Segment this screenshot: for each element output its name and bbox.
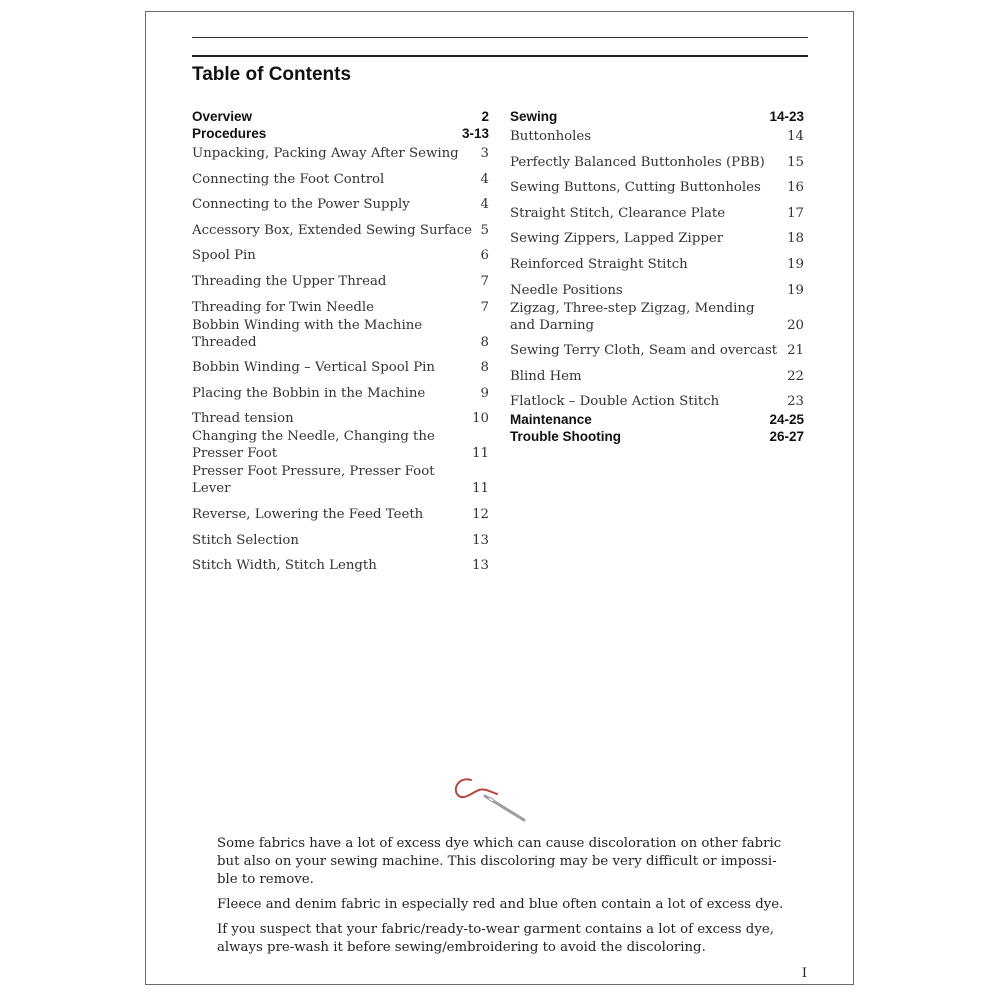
toc-page-number: 9 [480, 385, 489, 401]
toc-entry-label: Unpacking, Packing Away After Sewing [192, 146, 459, 161]
toc-page-number: 7 [480, 273, 489, 289]
toc-entry-label: Maintenance [510, 412, 592, 428]
toc-left-column [192, 108, 489, 575]
toc-entry-label: Straight Stitch, Clearance Plate [510, 205, 726, 221]
toc-entry [192, 377, 489, 403]
toc-entry [510, 172, 804, 198]
toc-entry [510, 248, 804, 274]
toc-entry-label: Blind Hem [510, 368, 582, 384]
toc-entry-label: Threading for Twin Needle [192, 299, 374, 315]
toc-page-number: 6 [480, 248, 489, 264]
toc-page-number: 4 [480, 171, 489, 187]
toc-entry-label: Accessory Box, Extended Sewing Surface [192, 222, 473, 238]
toc-page-number: 19 [787, 282, 804, 298]
toc-page-number: 5 [480, 222, 489, 238]
toc-entry-label: Presser Foot Pressure, Presser Foot Lever [192, 464, 435, 497]
toc-page-number: 15 [787, 154, 804, 170]
toc-entry-label: Reinforced Straight Stitch [510, 256, 688, 272]
toc-page-number: 3 [480, 146, 489, 161]
toc-entry [510, 386, 804, 412]
toc-page-number: 19 [787, 256, 804, 272]
toc-page-number: 23 [787, 394, 804, 410]
toc-section-heading [510, 411, 804, 428]
toc-entry [192, 524, 489, 550]
toc-right-column [510, 108, 804, 445]
toc-entry [510, 360, 804, 386]
toc-entry-label: Connecting the Foot Control [192, 171, 385, 187]
toc-entry-label: Stitch Width, Stitch Length [192, 558, 377, 574]
toc-entry-label: Buttonholes [510, 129, 592, 144]
toc-entry [510, 223, 804, 249]
toc-entry-label: Threading the Upper Thread [192, 273, 387, 289]
toc-page-number: 22 [787, 368, 804, 384]
toc-entry-label: Perfectly Balanced Buttonholes (PBB) [510, 154, 765, 170]
toc-page-number: 2 [481, 109, 489, 124]
toc-page-number: 13 [472, 558, 489, 574]
toc-entry [510, 146, 804, 172]
toc-entry [192, 550, 489, 576]
toc-section-heading [510, 108, 804, 125]
toc-page-number: 10 [472, 411, 489, 427]
toc-section-heading [192, 108, 489, 125]
note-paragraph-2: Fleece and denim fabric in especially red and blue often contain a lot of excess dye. [217, 897, 784, 912]
toc-entry-label: Bobbin Winding with the Machine Threaded [192, 317, 423, 350]
toc-entry [510, 335, 804, 361]
toc-entry [192, 189, 489, 215]
toc-entry [192, 291, 489, 317]
toc-page-number: 16 [787, 180, 804, 196]
toc-section-heading [192, 125, 489, 142]
toc-page-number: 4 [480, 197, 489, 213]
toc-entry [510, 197, 804, 223]
toc-entry-label: Sewing Zippers, Lapped Zipper [510, 231, 724, 247]
note-paragraph-1: Some fabrics have a lot of excess dye which can cause discoloration on other fabric but also on your sewing machine. This discoloring may be very difficult or impossi-ble to remove. [217, 836, 782, 887]
toc-page-number: 7 [480, 299, 489, 315]
toc-entry-label: Connecting to the Power Supply [192, 197, 410, 213]
page-number: I [801, 966, 807, 981]
toc-page-number: 8 [480, 360, 489, 376]
toc-entry [192, 463, 489, 498]
toc-page-number: 11 [472, 481, 489, 497]
toc-page-number: 18 [787, 231, 804, 247]
toc-entry-label: Overview [192, 109, 253, 124]
header-rule-thick [192, 55, 808, 57]
toc-entry-label: Sewing Buttons, Cutting Buttonholes [510, 180, 761, 196]
dye-warning-note [217, 835, 787, 964]
toc-entry-label: Placing the Bobbin in the Machine [192, 385, 426, 401]
header-rule-thin [192, 37, 808, 38]
toc-page-number: 17 [787, 205, 804, 221]
toc-entry [192, 428, 489, 463]
toc-page-number: 14-23 [769, 109, 804, 124]
toc-page-number: 12 [472, 506, 489, 522]
toc-entry-label: Zigzag, Three-step Zigzag, Mending and Darning [510, 300, 755, 333]
toc-entry [192, 317, 489, 352]
toc-entry [192, 142, 489, 163]
toc-entry-label: Procedures [192, 126, 267, 141]
toc-entry [510, 274, 804, 300]
toc-page-number: 21 [787, 343, 804, 359]
toc-page-number: 20 [787, 317, 804, 333]
toc-entry [192, 265, 489, 291]
toc-entry-label: Flatlock – Double Action Stitch [510, 394, 720, 410]
toc-entry-label: Spool Pin [192, 248, 256, 264]
toc-entry [510, 125, 804, 146]
toc-entry-label: Changing the Needle, Changing the Presser Foot [192, 429, 435, 462]
toc-entry [192, 498, 489, 524]
toc-entry-label: Stitch Selection [192, 532, 299, 548]
toc-entry-label: Trouble Shooting [510, 429, 621, 445]
toc-page-number: 14 [787, 129, 804, 144]
toc-page-number: 8 [480, 334, 489, 350]
toc-entry [192, 240, 489, 266]
toc-page-number: 3-13 [461, 126, 489, 141]
toc-entry [192, 352, 489, 378]
toc-entry-label: Sewing [510, 109, 558, 124]
toc-entry-label: Reverse, Lowering the Feed Teeth [192, 506, 424, 522]
toc-entry [510, 300, 804, 335]
toc-page-number: 24-25 [769, 412, 804, 428]
toc-entry [192, 214, 489, 240]
toc-entry-label: Bobbin Winding – Vertical Spool Pin [192, 360, 435, 376]
toc-page-number: 13 [472, 532, 489, 548]
toc-entry-label: Sewing Terry Cloth, Seam and overcast [510, 343, 778, 359]
toc-entry-label: Needle Positions [510, 282, 623, 298]
page-title: Table of Contents [192, 64, 352, 85]
toc-page-number: 11 [472, 446, 489, 462]
document-page [145, 11, 854, 985]
toc-section-heading [510, 428, 804, 445]
needle-thread-icon [449, 774, 531, 834]
toc-entry-label: Thread tension [192, 411, 294, 427]
toc-page-number: 26-27 [769, 429, 804, 445]
note-paragraph-3: If you suspect that your fabric/ready-to-wear garment contains a lot of excess dye, always pre-wash it before sewing/embroidering to avoid the discoloring. [217, 922, 774, 955]
toc-entry [192, 163, 489, 189]
toc-entry [192, 403, 489, 429]
